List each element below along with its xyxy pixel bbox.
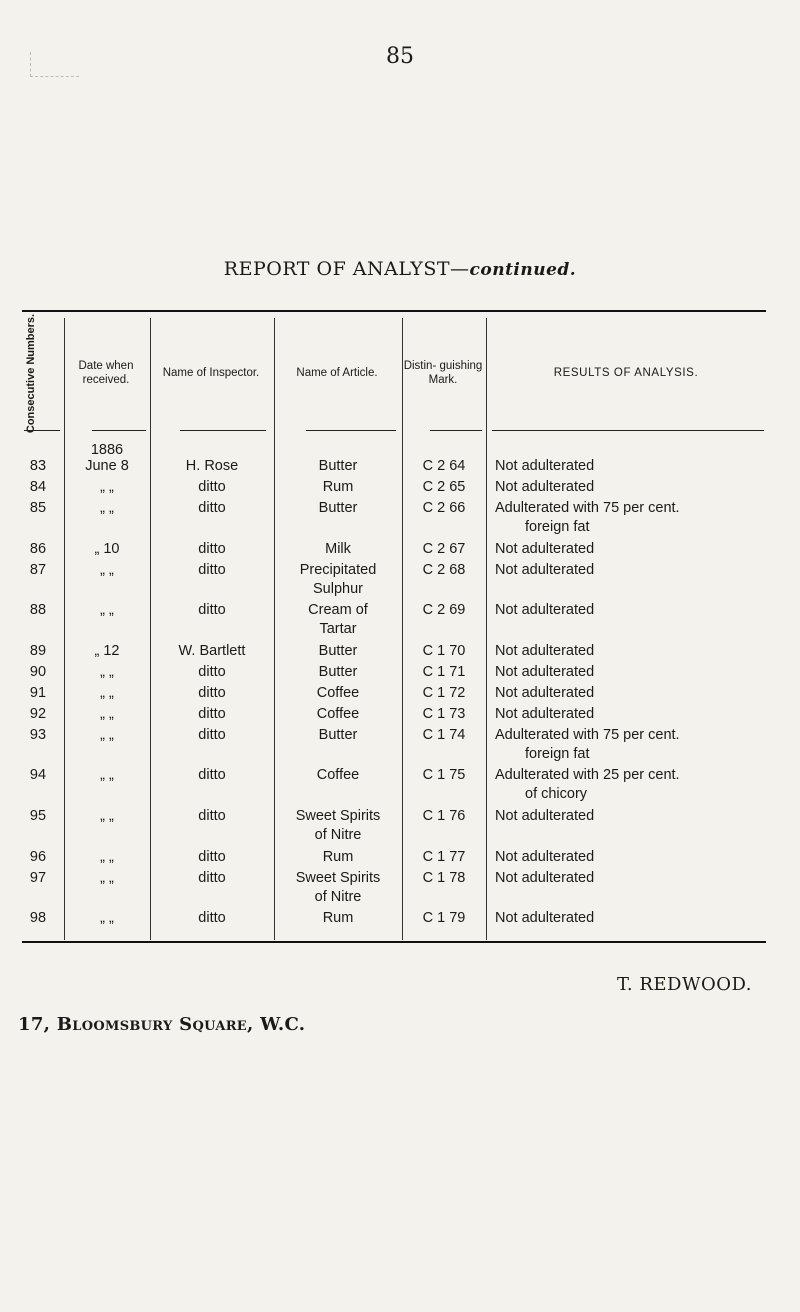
cell-result: Not adulterated bbox=[495, 479, 595, 495]
cell-date: „ „ bbox=[100, 479, 114, 495]
cell-number: 89 bbox=[29, 643, 47, 659]
cell-number: 86 bbox=[29, 541, 47, 557]
page-number: 85 bbox=[386, 44, 414, 69]
header-rule bbox=[306, 430, 396, 431]
cell-article: Butter bbox=[318, 664, 358, 680]
cell-number: 97 bbox=[29, 870, 47, 886]
header-date-received: Date when received. bbox=[78, 360, 134, 386]
header-rule bbox=[24, 430, 60, 431]
cell-article: Coffee bbox=[316, 685, 360, 701]
cell-result: Not adulterated bbox=[495, 849, 595, 865]
column-divider bbox=[486, 318, 487, 940]
cell-inspector: ditto bbox=[198, 706, 226, 722]
cell-result: Not adulterated bbox=[495, 910, 595, 926]
cell-result: Not adulterated bbox=[495, 808, 595, 824]
cell-date: „ „ bbox=[100, 727, 114, 743]
cell-result-continued: of chicory bbox=[525, 786, 588, 802]
cell-result: Not adulterated bbox=[495, 685, 595, 701]
cell-mark: C 1 79 bbox=[422, 910, 466, 926]
cell-article: Milk bbox=[325, 541, 351, 557]
cell-number: 90 bbox=[29, 664, 47, 680]
column-divider bbox=[64, 318, 65, 940]
cell-number: 95 bbox=[29, 808, 47, 824]
address bbox=[18, 1014, 305, 1035]
cell-result: Adulterated with 75 per cent. bbox=[495, 727, 680, 743]
cell-mark: C 2 68 bbox=[422, 562, 466, 578]
cell-mark: C 2 66 bbox=[422, 500, 466, 516]
cell-article: Sweet Spirits bbox=[295, 870, 381, 886]
cell-date: „ „ bbox=[100, 910, 114, 926]
cell-article: Precipitated bbox=[299, 562, 377, 578]
cell-number: 88 bbox=[29, 602, 47, 618]
cell-mark: C 1 73 bbox=[422, 706, 466, 722]
cell-article: Rum bbox=[322, 849, 354, 865]
cell-mark: C 2 69 bbox=[422, 602, 466, 618]
cell-mark: C 1 78 bbox=[422, 870, 466, 886]
cell-date: „ „ bbox=[100, 808, 114, 824]
table-bottom-rule bbox=[22, 941, 766, 943]
cell-inspector: W. Bartlett bbox=[178, 643, 246, 659]
cell-article: Cream of bbox=[308, 602, 368, 618]
cell-number: 85 bbox=[29, 500, 47, 516]
cell-result: Not adulterated bbox=[495, 664, 595, 680]
cell-inspector: ditto bbox=[198, 849, 226, 865]
cell-mark: C 1 70 bbox=[422, 643, 466, 659]
header-consecutive-numbers: Consecutive Numbers. bbox=[25, 313, 38, 433]
title-continued: continued. bbox=[469, 260, 577, 280]
cell-result-continued: foreign fat bbox=[525, 519, 590, 535]
cell-article: Coffee bbox=[316, 706, 360, 722]
header-rule bbox=[92, 430, 146, 431]
cell-result: Adulterated with 75 per cent. bbox=[495, 500, 680, 516]
cell-number: 96 bbox=[29, 849, 47, 865]
cell-result-continued: foreign fat bbox=[525, 746, 590, 762]
cell-result: Not adulterated bbox=[495, 870, 595, 886]
header-rule bbox=[180, 430, 266, 431]
cell-number: 87 bbox=[29, 562, 47, 578]
cell-result: Not adulterated bbox=[495, 458, 595, 474]
cell-date: „ „ bbox=[100, 706, 114, 722]
cell-article-continued: of Nitre bbox=[314, 827, 362, 843]
cell-date: „ „ bbox=[100, 602, 114, 618]
year-label: 1886 bbox=[90, 442, 124, 458]
cell-article: Sweet Spirits bbox=[295, 808, 381, 824]
cell-result: Adulterated with 25 per cent. bbox=[495, 767, 680, 783]
page-title bbox=[0, 258, 800, 280]
cell-article-continued: of Nitre bbox=[314, 889, 362, 905]
cell-number: 92 bbox=[29, 706, 47, 722]
cell-inspector: ditto bbox=[198, 500, 226, 516]
cell-result: Not adulterated bbox=[495, 541, 595, 557]
cell-mark: C 2 65 bbox=[422, 479, 466, 495]
cell-inspector: ditto bbox=[198, 685, 226, 701]
cell-date: „ 12 bbox=[94, 643, 120, 659]
cell-inspector: ditto bbox=[198, 602, 226, 618]
column-divider bbox=[150, 318, 151, 940]
cell-article: Rum bbox=[322, 910, 354, 926]
cell-number: 91 bbox=[29, 685, 47, 701]
cell-article: Rum bbox=[322, 479, 354, 495]
cell-result: Not adulterated bbox=[495, 602, 595, 618]
cell-article: Butter bbox=[318, 727, 358, 743]
cell-mark: C 2 64 bbox=[422, 458, 466, 474]
cell-number: 98 bbox=[29, 910, 47, 926]
cell-number: 94 bbox=[29, 767, 47, 783]
cell-number: 93 bbox=[29, 727, 47, 743]
address-district: W.C. bbox=[260, 1014, 306, 1035]
cell-inspector: ditto bbox=[198, 541, 226, 557]
header-rule bbox=[430, 430, 482, 431]
cell-date: „ „ bbox=[100, 500, 114, 516]
cell-inspector: ditto bbox=[198, 808, 226, 824]
cell-inspector: ditto bbox=[198, 562, 226, 578]
cell-article: Butter bbox=[318, 643, 358, 659]
cell-inspector: ditto bbox=[198, 767, 226, 783]
cell-mark: C 1 72 bbox=[422, 685, 466, 701]
cell-inspector: H. Rose bbox=[185, 458, 239, 474]
cell-inspector: ditto bbox=[198, 664, 226, 680]
header-article: Name of Article. bbox=[296, 367, 378, 379]
header-results: RESULTS OF ANALYSIS. bbox=[553, 367, 699, 379]
cell-mark: C 1 75 bbox=[422, 767, 466, 783]
cell-date: „ „ bbox=[100, 767, 114, 783]
cell-date: „ „ bbox=[100, 685, 114, 701]
cell-date: „ „ bbox=[100, 849, 114, 865]
cell-article: Butter bbox=[318, 458, 358, 474]
cell-mark: C 1 74 bbox=[422, 727, 466, 743]
cell-inspector: ditto bbox=[198, 727, 226, 743]
address-number: 17, bbox=[18, 1014, 51, 1035]
cell-result: Not adulterated bbox=[495, 643, 595, 659]
cell-date: June 8 bbox=[85, 458, 129, 474]
analyst-signature: T. REDWOOD. bbox=[617, 974, 752, 995]
header-distinguishing-mark: Distin- guishing Mark. bbox=[403, 360, 483, 386]
cell-inspector: ditto bbox=[198, 479, 226, 495]
cell-mark: C 1 76 bbox=[422, 808, 466, 824]
cell-mark: C 1 77 bbox=[422, 849, 466, 865]
cell-result: Not adulterated bbox=[495, 562, 595, 578]
cell-article-continued: Sulphur bbox=[313, 581, 363, 597]
header-rule bbox=[492, 430, 764, 431]
cell-date: „ „ bbox=[100, 562, 114, 578]
cell-inspector: ditto bbox=[198, 870, 226, 886]
cell-article: Butter bbox=[318, 500, 358, 516]
cell-date: „ „ bbox=[100, 664, 114, 680]
cell-mark: C 2 67 bbox=[422, 541, 466, 557]
table-top-rule bbox=[22, 310, 766, 312]
cell-inspector: ditto bbox=[198, 910, 226, 926]
column-divider bbox=[402, 318, 403, 940]
cell-date: „ 10 bbox=[94, 541, 120, 557]
header-inspector: Name of Inspector. bbox=[162, 367, 260, 379]
cell-article-continued: Tartar bbox=[319, 621, 357, 637]
cell-date: „ „ bbox=[100, 870, 114, 886]
cell-number: 83 bbox=[29, 458, 47, 474]
cell-number: 84 bbox=[29, 479, 47, 495]
cell-result: Not adulterated bbox=[495, 706, 595, 722]
cell-mark: C 1 71 bbox=[422, 664, 466, 680]
title-main: REPORT OF ANALYST— bbox=[223, 258, 470, 280]
cell-article: Coffee bbox=[316, 767, 360, 783]
address-street: Bloomsbury Square, bbox=[56, 1014, 254, 1035]
